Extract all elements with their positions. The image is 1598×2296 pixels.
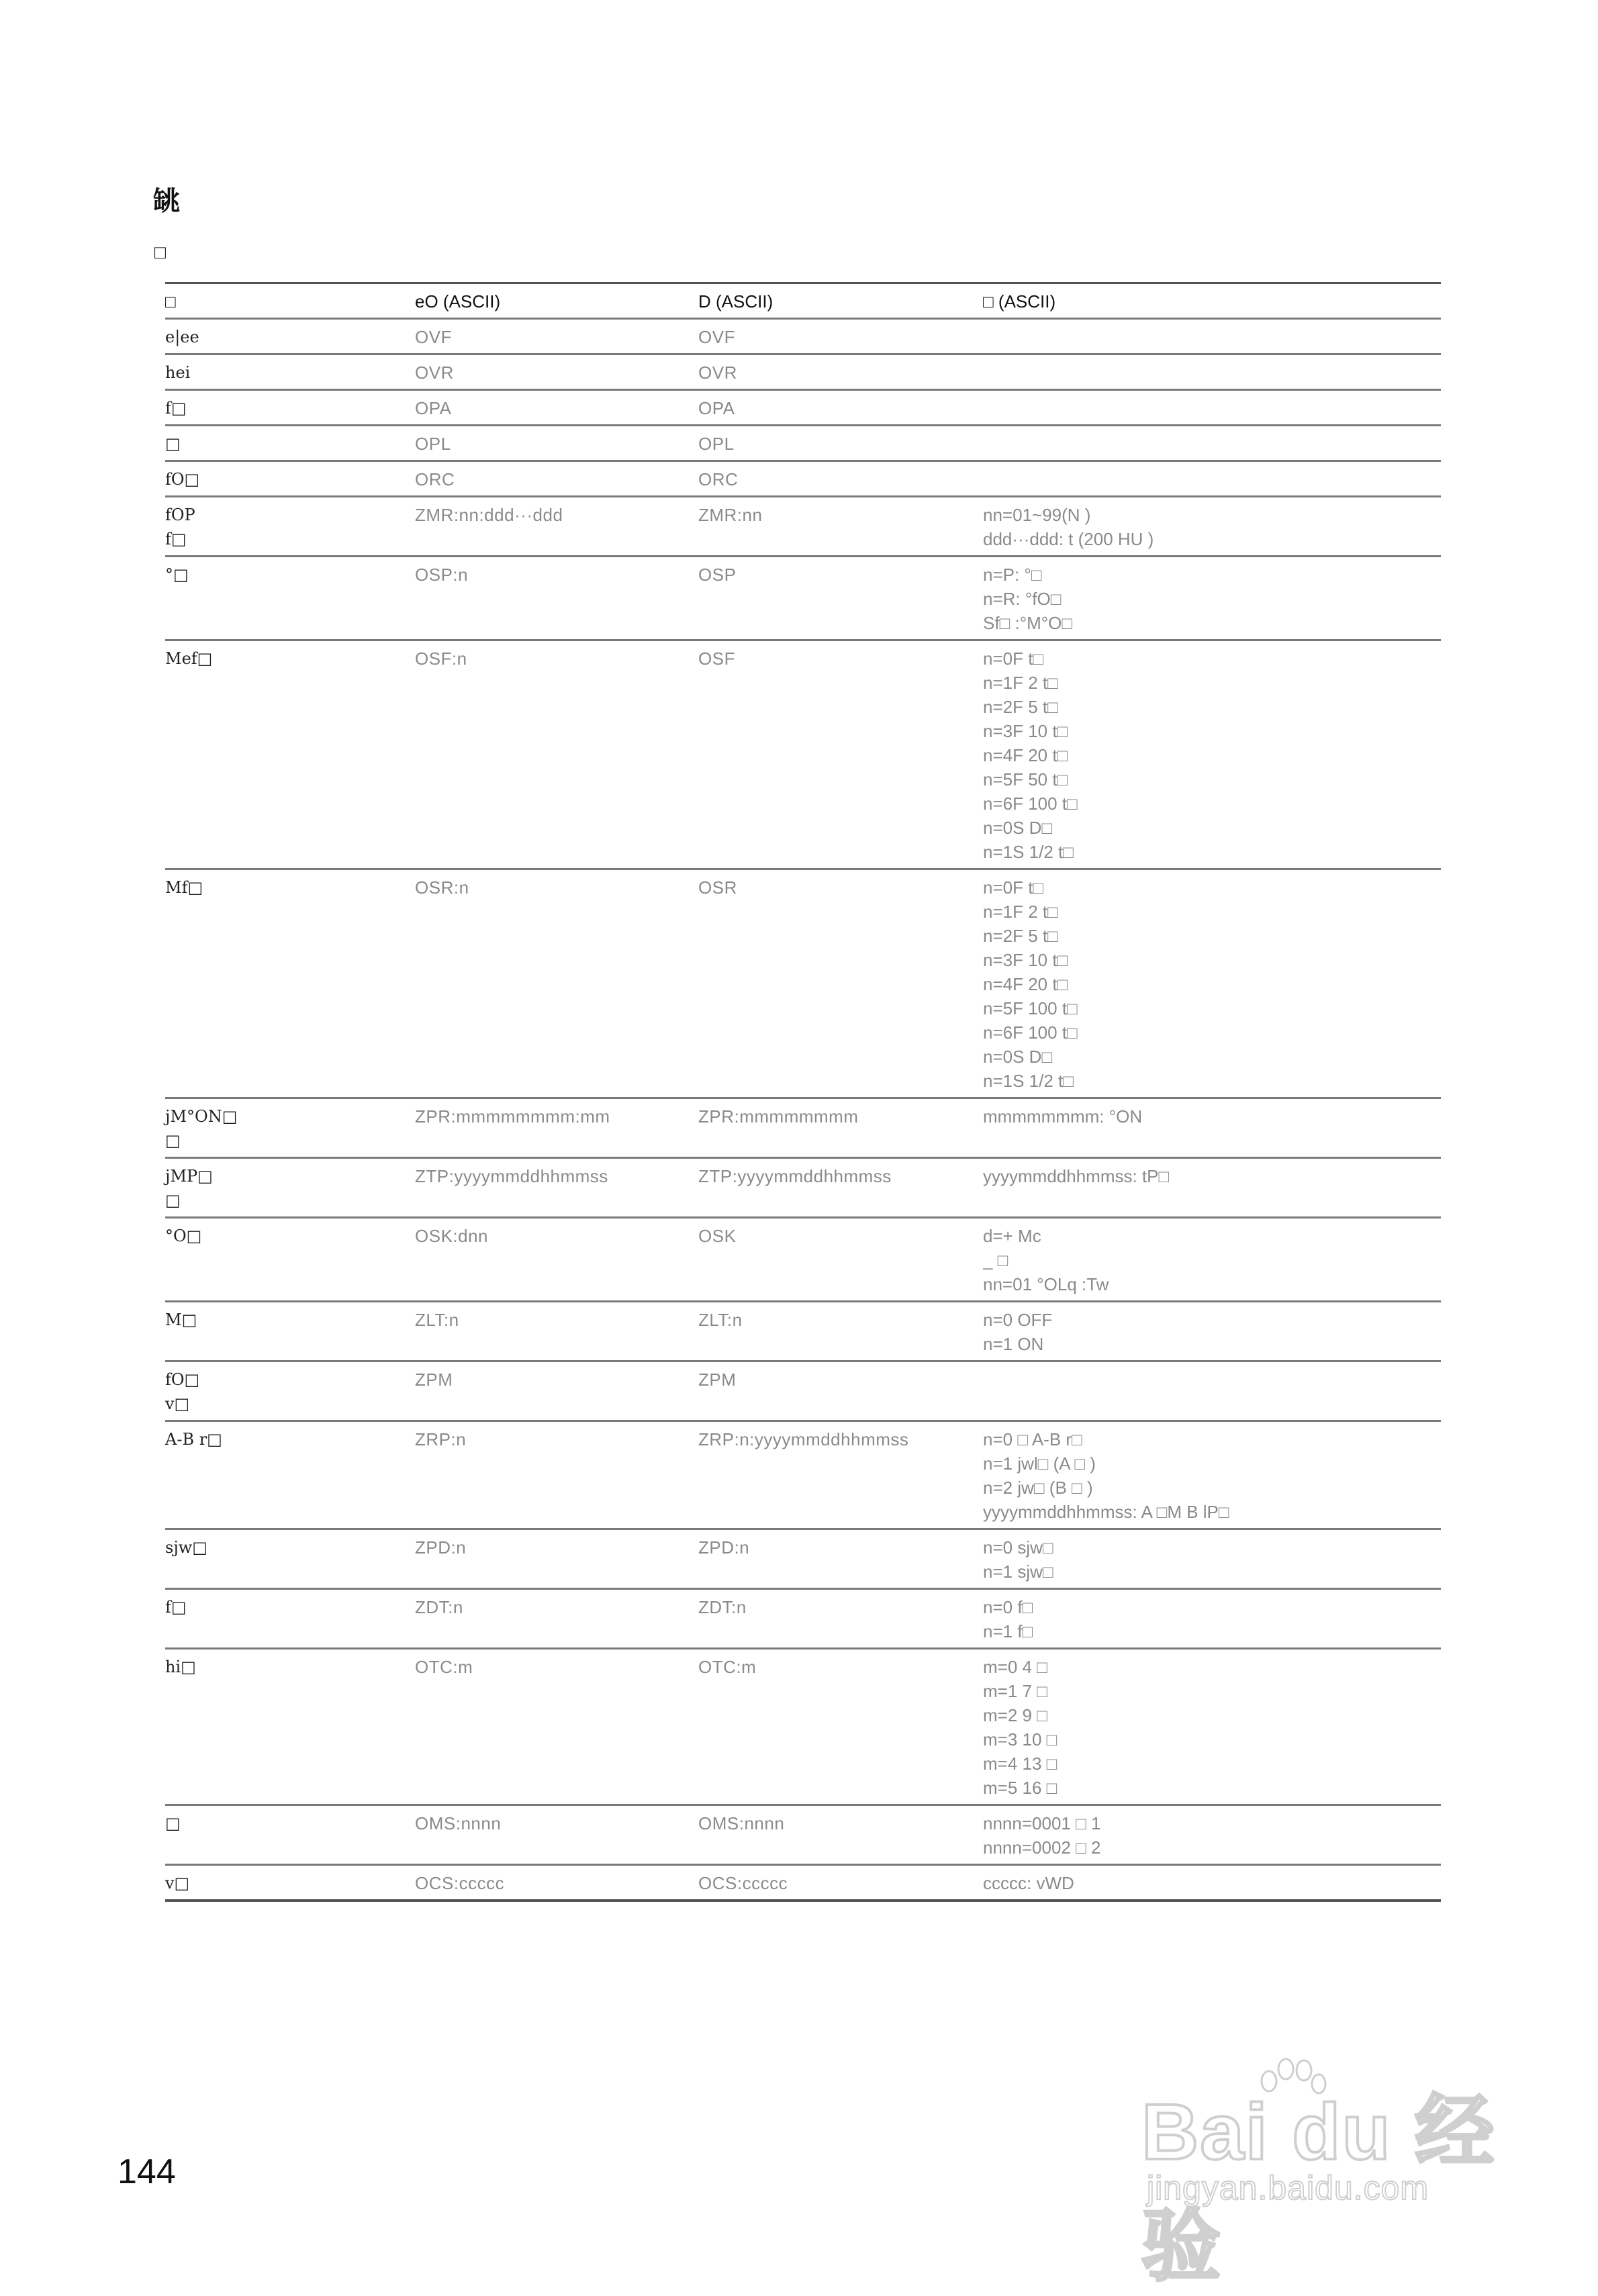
row-description [983, 390, 1441, 426]
row-label [165, 640, 415, 869]
table-row [165, 354, 1441, 390]
table-row [165, 1865, 1441, 1901]
row-label [165, 1361, 415, 1421]
row-description-line: n=1F 2 t□ [983, 673, 1058, 693]
row-command: ZLT:n [415, 1302, 698, 1361]
row-response: OSP [698, 557, 983, 640]
row-response: ORC [698, 461, 983, 497]
row-label-line: e|ee [165, 328, 199, 346]
row-response: OPL [698, 426, 983, 461]
row-label-line: M□ [165, 1310, 197, 1329]
row-command: ZMR:nn:ddd···ddd [415, 497, 698, 557]
row-description-line: n=0S D□ [983, 1047, 1053, 1067]
row-response: OPA [698, 390, 983, 426]
row-label [165, 1805, 415, 1865]
table-row [165, 497, 1441, 557]
header-response: D (ASCII) [698, 283, 983, 319]
table-row [165, 640, 1441, 869]
row-label-line: fOP [165, 506, 195, 524]
row-description [983, 869, 1441, 1098]
table-row [165, 557, 1441, 640]
row-label [165, 1589, 415, 1649]
row-description-line: m=5 16 □ [983, 1778, 1058, 1798]
header-function: □ [165, 283, 415, 319]
row-description [983, 1529, 1441, 1589]
row-response: ZDT:n [698, 1589, 983, 1649]
row-label-line: v□ [165, 1394, 190, 1413]
row-description [983, 1421, 1441, 1529]
row-response: ZRP:n:yyyymmddhhmmss [698, 1421, 983, 1529]
section-mark: □ [154, 242, 166, 262]
table-row [165, 390, 1441, 426]
row-label-line: □ [165, 434, 181, 453]
row-response: OMS:nnnn [698, 1805, 983, 1865]
row-description-line: n=1F 2 t□ [983, 902, 1058, 922]
row-description-line: n=6F 100 t□ [983, 1022, 1078, 1043]
row-response: ZMR:nn [698, 497, 983, 557]
table-row [165, 1158, 1441, 1218]
row-command: ORC [415, 461, 698, 497]
row-label-line: v□ [165, 1874, 190, 1893]
row-description-line: ddd···ddd: t (200 HU ) [983, 529, 1154, 549]
row-description-line: n=2F 5 t□ [983, 926, 1058, 946]
row-description-line: n=1 ON [983, 1334, 1044, 1354]
row-description-line: n=0 OFF [983, 1310, 1053, 1330]
row-command: OTC:m [415, 1649, 698, 1805]
row-description-line: n=4F 20 t□ [983, 974, 1068, 994]
row-command: OMS:nnnn [415, 1805, 698, 1865]
row-description [983, 1361, 1441, 1421]
table-row [165, 426, 1441, 461]
table-body [165, 319, 1441, 1901]
table-header-row [165, 283, 1441, 319]
row-command: OVF [415, 319, 698, 354]
row-description [983, 354, 1441, 390]
row-response: ZTP:yyyymmddhhmmss [698, 1158, 983, 1218]
row-command: ZPM [415, 1361, 698, 1421]
table-row [165, 1529, 1441, 1589]
row-description [983, 1649, 1441, 1805]
table-row [165, 1302, 1441, 1361]
row-label-line: Mef□ [165, 649, 213, 668]
row-description-line: yyyymmddhhmmss: A □M B lP□ [983, 1502, 1229, 1522]
row-description-line: n=5F 100 t□ [983, 998, 1078, 1018]
row-description-line: n=3F 10 t□ [983, 721, 1068, 741]
table-row [165, 1218, 1441, 1302]
row-command: OPA [415, 390, 698, 426]
row-label [165, 1421, 415, 1529]
table-row [165, 1098, 1441, 1158]
row-description-line: nnnn=0001 □ 1 [983, 1813, 1101, 1833]
header-description: □ (ASCII) [983, 283, 1441, 319]
row-label-line: f□ [165, 530, 187, 548]
command-table [165, 282, 1441, 1902]
table-row [165, 1589, 1441, 1649]
row-response: ZLT:n [698, 1302, 983, 1361]
row-description [983, 497, 1441, 557]
row-response: OCS:ccccc [698, 1865, 983, 1901]
row-description-line: d=+ Mc [983, 1226, 1041, 1246]
row-description-line: Sf□ :°M°O□ [983, 613, 1073, 633]
row-label [165, 354, 415, 390]
row-command: OSK:dnn [415, 1218, 698, 1302]
row-description-line: n=1 jwl□ (A □ ) [983, 1453, 1096, 1474]
row-label-line: fO□ [165, 1370, 200, 1389]
row-label-line: Mf□ [165, 878, 203, 897]
row-description-line: m=1 7 □ [983, 1681, 1047, 1701]
row-label-line: f□ [165, 1598, 187, 1617]
row-response: OTC:m [698, 1649, 983, 1805]
row-description [983, 1589, 1441, 1649]
row-description-line: _ □ [983, 1250, 1008, 1270]
page-heading: 罀 [153, 187, 181, 216]
row-description [983, 1865, 1441, 1901]
row-response: OSK [698, 1218, 983, 1302]
row-description-line: n=2F 5 t□ [983, 697, 1058, 717]
row-description-line: n=0F t□ [983, 877, 1044, 898]
page-number: 144 [117, 2152, 176, 2191]
row-label [165, 1529, 415, 1589]
watermark-sub: jingyan.baidu.com [1147, 2169, 1429, 2207]
table-row [165, 1805, 1441, 1865]
row-description-line: n=2 jw□ (B □ ) [983, 1478, 1093, 1498]
row-description-line: n=1S 1/2 t□ [983, 1071, 1074, 1091]
row-label [165, 1649, 415, 1805]
watermark-main: Bai du 经验 [1141, 2088, 1496, 2291]
row-label-line: □ [165, 1814, 181, 1833]
row-response: OVR [698, 354, 983, 390]
row-description-line: m=3 10 □ [983, 1729, 1058, 1750]
row-label-line: hi□ [165, 1658, 196, 1676]
row-description-line: nnnn=0002 □ 2 [983, 1837, 1101, 1858]
row-command: OSP:n [415, 557, 698, 640]
row-description-line: nn=01~99(N ) [983, 505, 1091, 525]
row-label-line: □ [165, 1131, 181, 1150]
table-row [165, 319, 1441, 354]
row-label [165, 497, 415, 557]
row-description [983, 319, 1441, 354]
row-command: ZPD:n [415, 1529, 698, 1589]
row-description-line: n=R: °fO□ [983, 589, 1062, 609]
row-response: ZPR:mmmmmmmm [698, 1098, 983, 1158]
row-label [165, 869, 415, 1098]
row-description-line: n=0 f□ [983, 1597, 1033, 1617]
row-label-line: jMP□ [165, 1167, 213, 1186]
row-label [165, 390, 415, 426]
row-label-line: fO□ [165, 470, 200, 489]
row-description-line: ccccc: vWD [983, 1873, 1074, 1893]
row-label [165, 1158, 415, 1218]
row-command: ZDT:n [415, 1589, 698, 1649]
row-description-line: n=4F 20 t□ [983, 745, 1068, 765]
row-label [165, 426, 415, 461]
row-response: OSR [698, 869, 983, 1098]
row-description [983, 557, 1441, 640]
table-row [165, 1361, 1441, 1421]
row-description [983, 1218, 1441, 1302]
row-command: ZTP:yyyymmddhhmmss [415, 1158, 698, 1218]
row-command: OSF:n [415, 640, 698, 869]
row-description-line: n=0 sjw□ [983, 1537, 1053, 1558]
row-description-line: n=0 □ A-B r□ [983, 1429, 1082, 1449]
row-description-line: m=4 13 □ [983, 1754, 1058, 1774]
row-label [165, 1098, 415, 1158]
row-label-line: f□ [165, 399, 187, 418]
row-description-line: m=2 9 □ [983, 1705, 1047, 1725]
row-label-line: jM°ON□ [165, 1107, 238, 1126]
row-description-line: yyyymmddhhmmss: tP□ [983, 1166, 1170, 1186]
row-label-line: °□ [165, 565, 189, 584]
row-description [983, 1302, 1441, 1361]
row-description-line: n=3F 10 t□ [983, 950, 1068, 970]
row-description-line: n=P: °□ [983, 565, 1042, 585]
row-label [165, 1218, 415, 1302]
row-label-line: □ [165, 1191, 181, 1210]
row-description-line: n=0F t□ [983, 649, 1044, 669]
row-description-line: n=1 f□ [983, 1621, 1033, 1641]
table-row [165, 869, 1441, 1098]
row-label [165, 557, 415, 640]
row-description [983, 426, 1441, 461]
row-description [983, 1098, 1441, 1158]
row-response: ZPM [698, 1361, 983, 1421]
row-description-line: n=1 sjw□ [983, 1562, 1053, 1582]
table-row [165, 461, 1441, 497]
row-description [983, 1158, 1441, 1218]
row-label [165, 1865, 415, 1901]
row-label [165, 319, 415, 354]
row-label-line: A-B r□ [165, 1430, 222, 1449]
row-description-line: n=1S 1/2 t□ [983, 842, 1074, 862]
watermark [1141, 2054, 1517, 2291]
row-label-line: hei [165, 363, 191, 382]
row-description [983, 1805, 1441, 1865]
row-label-line: °O□ [165, 1227, 202, 1245]
row-description [983, 461, 1441, 497]
row-label [165, 1302, 415, 1361]
row-description-line: n=6F 100 t□ [983, 794, 1078, 814]
row-command: ZPR:mmmmmmmm:mm [415, 1098, 698, 1158]
row-description-line: nn=01 °OLq :Tw [983, 1274, 1109, 1294]
row-command: OPL [415, 426, 698, 461]
row-response: ZPD:n [698, 1529, 983, 1589]
row-description-line: n=0S D□ [983, 818, 1053, 838]
row-description-line: mmmmmmmm: °ON [983, 1106, 1143, 1127]
table-row [165, 1649, 1441, 1805]
header-command: eO (ASCII) [415, 283, 698, 319]
row-response: OSF [698, 640, 983, 869]
row-label-line: sjw□ [165, 1538, 207, 1557]
row-command: ZRP:n [415, 1421, 698, 1529]
row-description-line: m=0 4 □ [983, 1657, 1047, 1677]
table-row [165, 1421, 1441, 1529]
row-command: OSR:n [415, 869, 698, 1098]
row-command: OCS:ccccc [415, 1865, 698, 1901]
row-command: OVR [415, 354, 698, 390]
row-response: OVF [698, 319, 983, 354]
row-description [983, 640, 1441, 869]
row-description-line: n=5F 50 t□ [983, 769, 1068, 790]
row-label [165, 461, 415, 497]
